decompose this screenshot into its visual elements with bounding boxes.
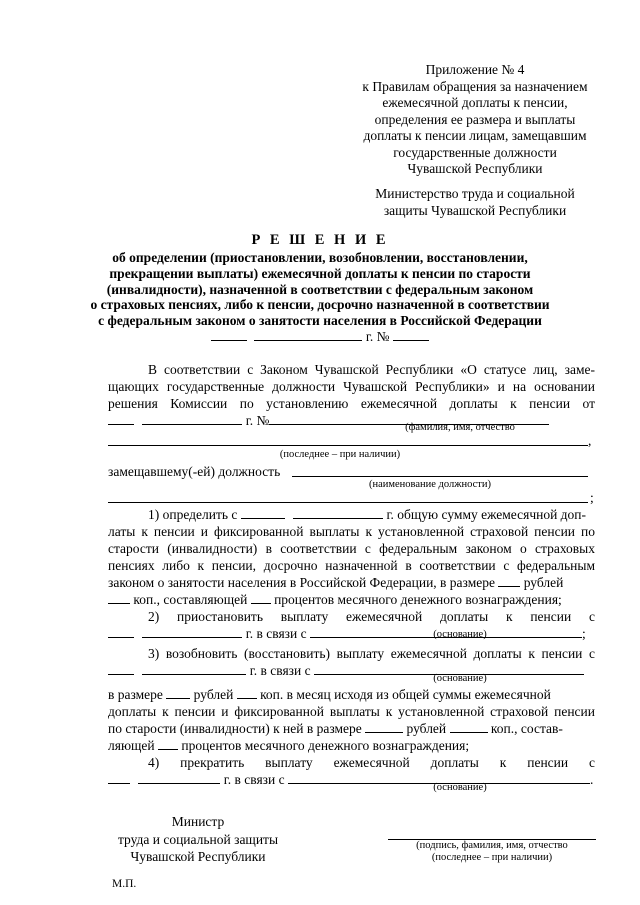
- amount-line-4: ляющей процентов месячного денежного вознаграждения;: [108, 738, 470, 753]
- amount-line-3: по старости (инвалидности) к ней в размере рублей коп., состав-: [108, 721, 563, 736]
- item-2-line-2: г. в связи с ;: [108, 625, 595, 642]
- number-label: №: [376, 329, 390, 344]
- month-field[interactable]: [254, 329, 362, 341]
- year-label: г.: [245, 413, 254, 428]
- subtitle-line: с федеральным законом о занятости населения в Российской Федерации: [98, 313, 542, 329]
- caption-basis: (основание): [433, 782, 487, 793]
- appendix-number: Приложение № 4: [425, 62, 525, 77]
- semicolon: ;: [590, 490, 594, 505]
- caption-position: (наименование должности): [368, 479, 492, 490]
- item-1-line-2: латы к пенсии и фиксированной выплаты к установленной страховой пенсии по: [108, 524, 595, 539]
- minister-line: Чувашской Республики: [130, 849, 266, 864]
- position-field[interactable]: [292, 476, 588, 477]
- item-3-month-field[interactable]: [142, 663, 246, 675]
- amount-line-1: в размере рублей коп. в месяц исходя из общей суммы ежемесячной: [108, 687, 551, 702]
- item-1-rub-field[interactable]: [498, 575, 520, 587]
- item-2-line-1: 2) приостановить выплату ежемесячной доплаты к пенсии с: [148, 609, 595, 624]
- item-1-line-4: пенсиях либо к пенсии, досрочно назначенной в соответствии с федеральным: [108, 558, 595, 573]
- item-3-day-field[interactable]: [108, 663, 134, 675]
- rules-line: ежемесячной доплаты к пенсии,: [382, 95, 568, 110]
- commission-day-field[interactable]: [108, 413, 134, 425]
- day-field[interactable]: [211, 329, 247, 341]
- caption-basis: (основание): [433, 673, 487, 684]
- minister-block: [110, 813, 286, 866]
- subtitle-line: о страховых пенсиях, либо к пенсии, досрочно назначенной в соответствии: [90, 297, 550, 313]
- rules-line: доплаты к пенсии лицам, замещавшим: [363, 128, 587, 143]
- minister-line: труда и социальной защиты: [117, 831, 279, 847]
- item-2-month-field[interactable]: [142, 626, 242, 638]
- item-1-line-3: старости (инвалидности) в соответствии с федеральным законом о страховых: [108, 541, 595, 556]
- rules-line: государственные должности: [393, 144, 557, 160]
- decision-number-field[interactable]: [393, 329, 429, 341]
- amount-kop-field[interactable]: [237, 687, 257, 699]
- amount-rub-field[interactable]: [166, 687, 190, 699]
- item-3-line-2: г. в связи с: [108, 662, 595, 679]
- item-1-kop-field[interactable]: [108, 592, 130, 604]
- amount-2-rub-field[interactable]: [365, 721, 403, 733]
- item-1-line-1: 1) определить с г. общую сумму ежемесячной доп-: [148, 507, 587, 522]
- caption-basis: (основание): [433, 629, 487, 640]
- rules-line: определения ее размера и выплаты: [374, 111, 576, 127]
- ministry-line: защиты Чувашской Республики: [383, 202, 567, 218]
- item-3-line-1: 3) возобновить (восстановить) выплату ежемесячной доплаты к пенсии с: [148, 646, 595, 661]
- decision-subtitle: [0, 250, 640, 329]
- caption-fio: (фамилия, имя, отчество: [405, 422, 515, 433]
- minister-line: Министр: [171, 814, 225, 829]
- signature-caption: (подпись, фамилия, имя, отчество (последнее – при наличии): [416, 840, 568, 863]
- subtitle-line: прекращении выплаты) ежемесячной доплаты к пенсии по старости: [109, 265, 531, 281]
- intro-line-3: решения Комиссии по установлению ежемесячной доплаты к пенсии от: [108, 396, 595, 411]
- amount-line-2: доплаты к пенсии и фиксированной выплаты к установленной страховой пенсии: [108, 704, 595, 719]
- ministry-header: [340, 186, 610, 219]
- stamp-place: М.П.: [112, 878, 137, 890]
- item-2-day-field[interactable]: [108, 626, 134, 638]
- comma: ,: [588, 433, 592, 448]
- subtitle-line: об определении (приостановлении, возобновлении, восстановлении,: [112, 250, 528, 265]
- number-label: №: [256, 413, 270, 428]
- item-4-day-field[interactable]: [108, 772, 130, 784]
- appendix-header: [340, 62, 610, 178]
- item-1-line-5: законом о занятости населения в Российской Федерации, в размере рублей: [108, 575, 564, 590]
- item-4-line-2: г. в связи с .: [108, 771, 595, 788]
- fio-field[interactable]: [108, 445, 588, 446]
- intro-line-2: щающих государственные должности Чувашской Республики» и на основании: [108, 379, 595, 394]
- caption-patronymic: (последнее – при наличии): [279, 449, 401, 460]
- decision-title: Р Е Ш Е Н И Е: [251, 232, 389, 248]
- item-4-month-field[interactable]: [138, 772, 220, 784]
- rules-line: Чувашской Республики: [407, 161, 543, 176]
- item-1-percent-field[interactable]: [251, 592, 271, 604]
- subtitle-line: (инвалидности), назначенной в соответствии с федеральным законом: [106, 281, 534, 297]
- item-1-month-field[interactable]: [293, 507, 383, 519]
- position-field-cont[interactable]: [108, 502, 588, 503]
- position-label: замещавшему(-ей) должность: [108, 464, 281, 479]
- amount-percent-field[interactable]: [158, 738, 178, 750]
- item-1-line-6: коп., составляющей процентов месячного денежного вознаграждения;: [108, 591, 595, 608]
- year-label: г.: [365, 329, 374, 344]
- item-1-day-field[interactable]: [241, 507, 285, 519]
- commission-month-field[interactable]: [142, 413, 242, 425]
- amount-2-kop-field[interactable]: [450, 721, 488, 733]
- rules-line: к Правилам обращения за назначением: [362, 78, 588, 94]
- ministry-line: Министерство труда и социальной: [375, 186, 575, 201]
- intro-line-1: В соответствии с Законом Чувашской Республики «О статусе лиц, заме-: [148, 362, 595, 377]
- decision-date-line: [0, 328, 640, 345]
- item-4-line-1: 4) прекратить выплату ежемесячной доплаты к пенсии с: [148, 755, 595, 770]
